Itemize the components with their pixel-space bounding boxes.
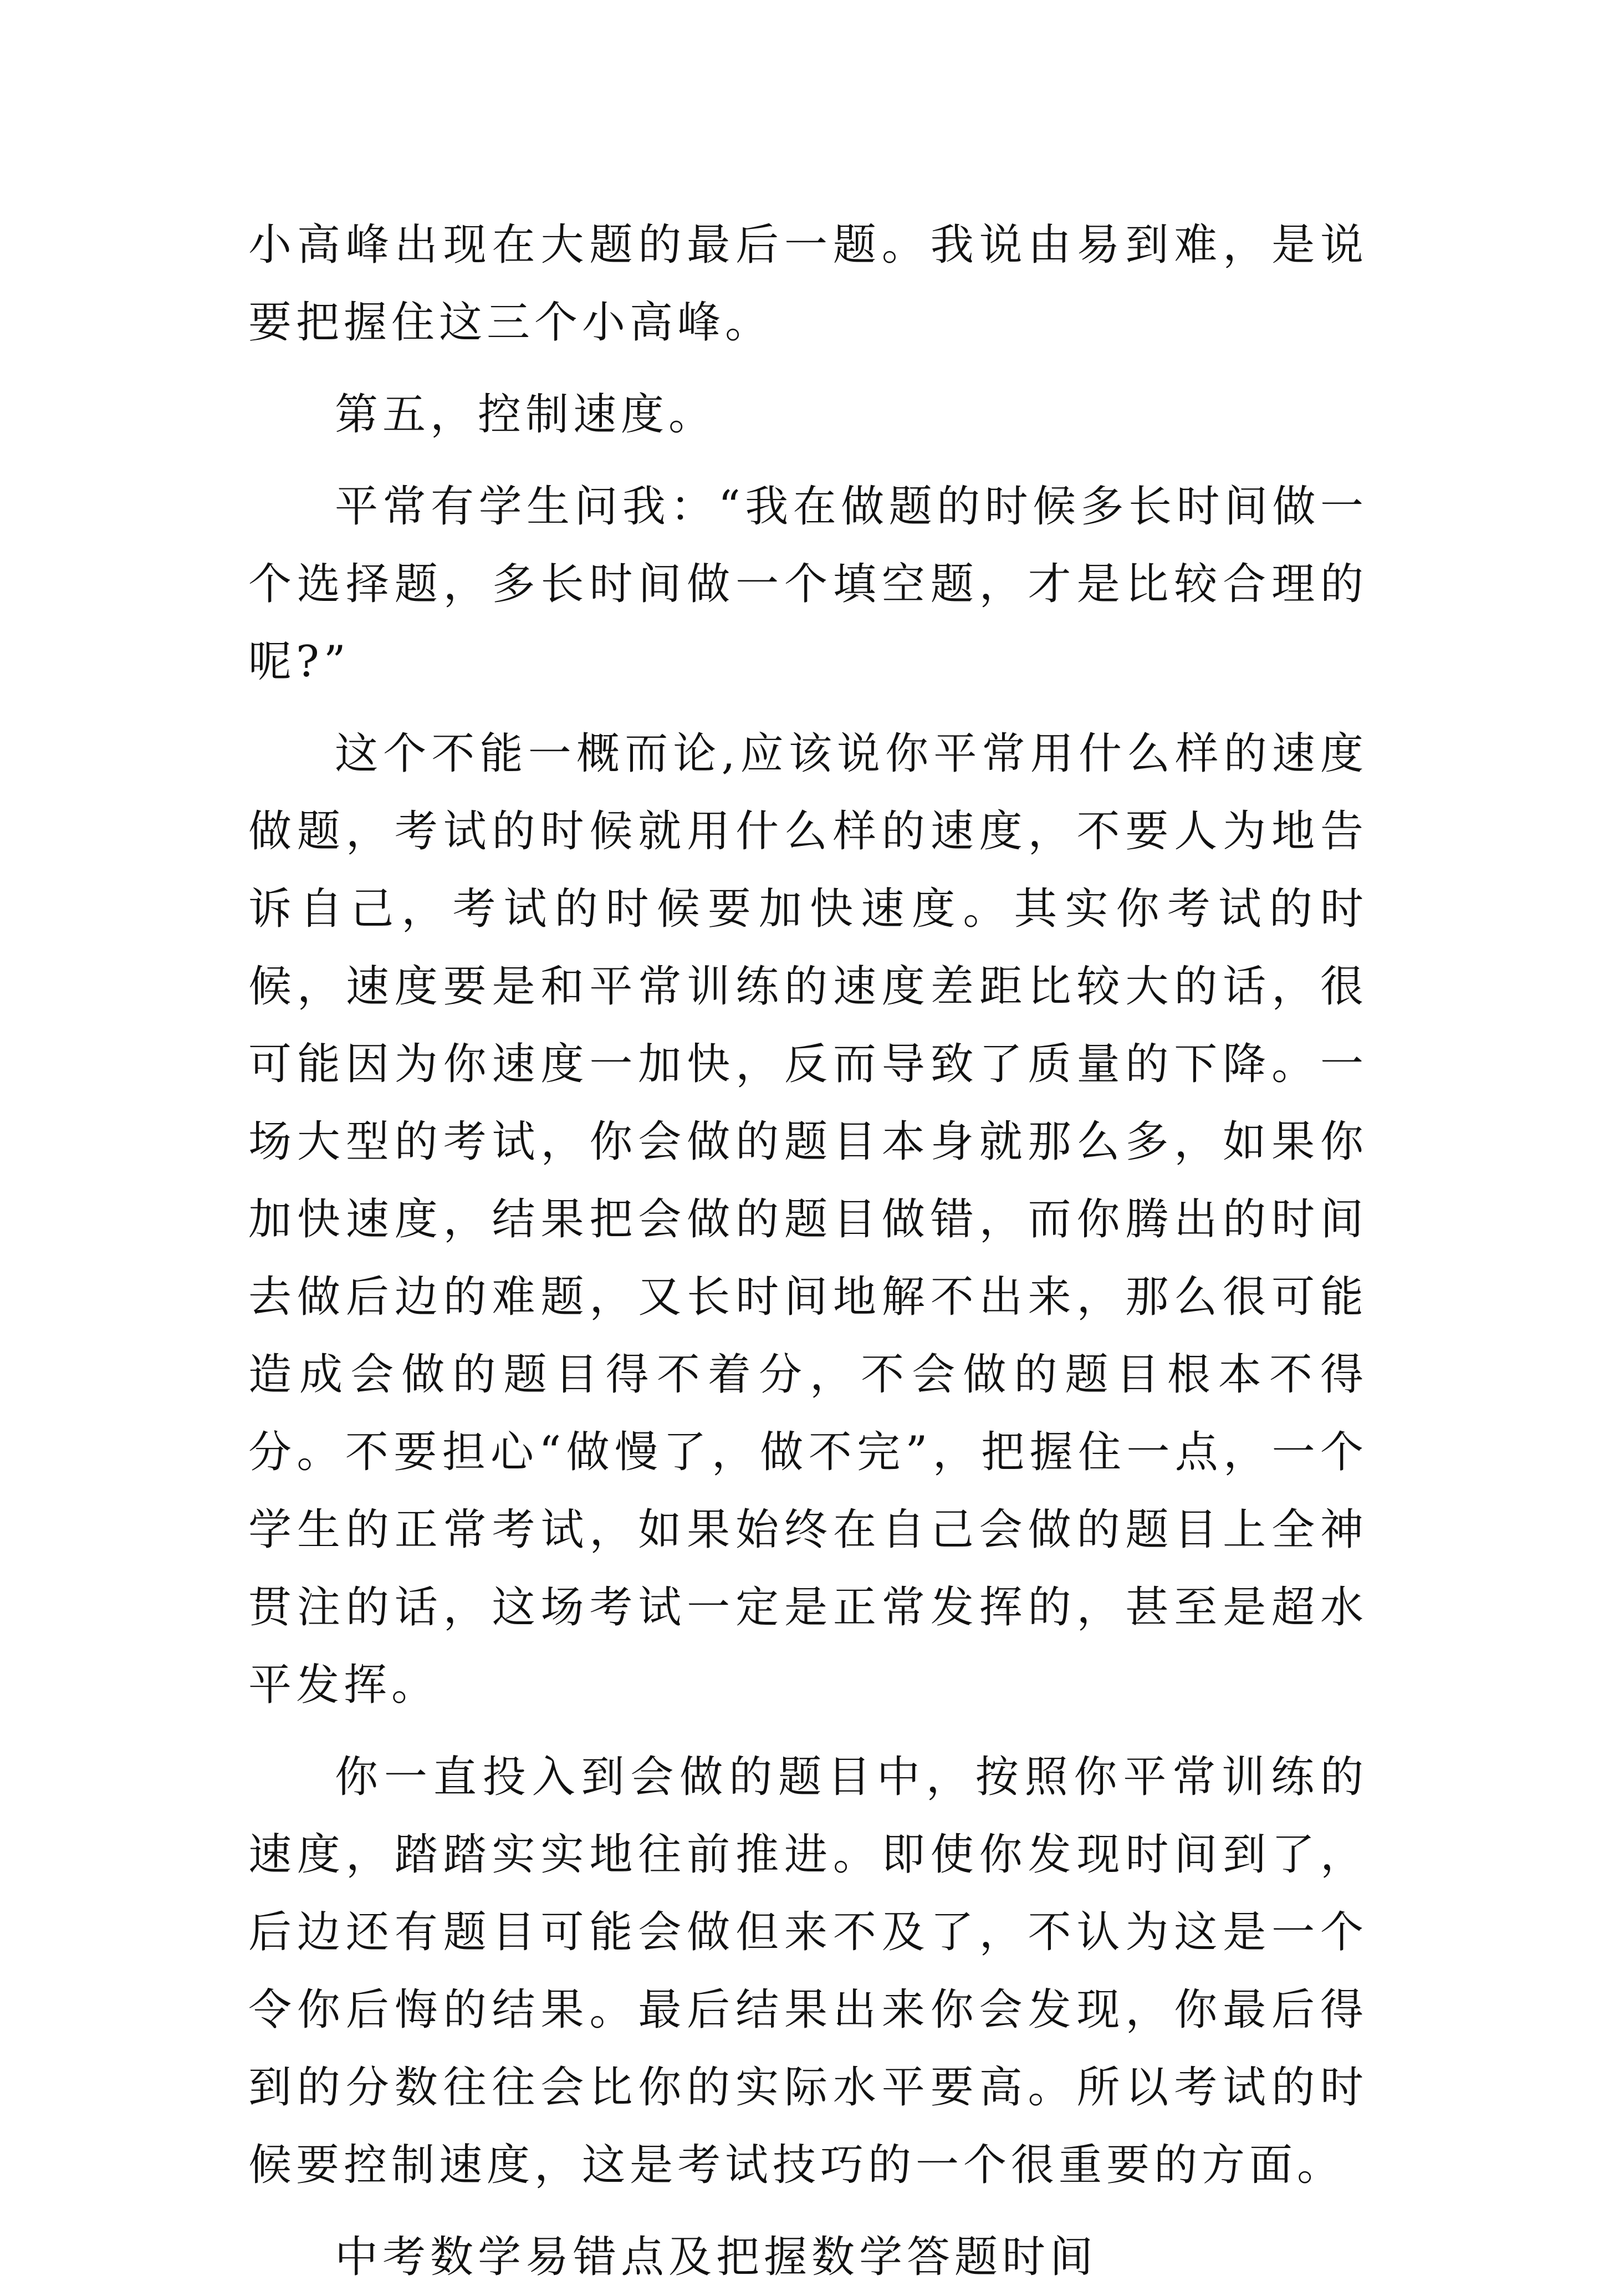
paragraph-speed-advice: 这个不能一概而论,应该说你平常用什么样的速度做题，考试的时候就用什么样的速度，不要人为地告诉自己，考试的时候要加快速度。其实你考试的时候，速度要是和平常训练的速度差距比较大的话，很可能因为你速度一加快，反而导致了质量的下降。一场大型的考试，你会做的题目本身就那么多，如果你加快速度，结果把会做的题目做错，而你腾出的时间去做后边的难题，又长时间地解不出来，那么很可能造成会做的题目得不着分，不会做的题目根本不得分。不要担心“做慢了，做不完”，把握住一点，一个学生的正常考试，如果始终在自己会做的题目上全神贯注的话，这场考试一定是正常发挥的，甚至是超水平发挥。 — [248, 729, 1368, 1710]
document-body — [248, 206, 1368, 2296]
paragraph-focus-advice: 你一直投入到会做的题目中，按照你平常训练的速度，踏踏实实地往前推进。即使你发现时间到了，后边还有题目可能会做但来不及了，不认为这是一个令你后悔的结果。最后结果出来你会发现，你最后得到的分数往往会比你的实际水平要高。所以考试的时候要控制速度，这是考试技巧的一个很重要的方面。 — [248, 1752, 1368, 2190]
paragraph-student-question: 平常有学生问我：“我在做题的时候多长时间做一个选择题，多长时间做一个填空题，才是比较合理的呢?” — [248, 482, 1368, 687]
paragraph-continuation: 小高峰出现在大题的最后一题。我说由易到难，是说要把握住这三个小高峰。 — [248, 220, 1368, 348]
section-heading-control-speed: 第五，控制速度。 — [335, 390, 717, 440]
section-heading-next-topic: 中考数学易错点及把握数学答题时间 — [335, 2232, 1098, 2282]
